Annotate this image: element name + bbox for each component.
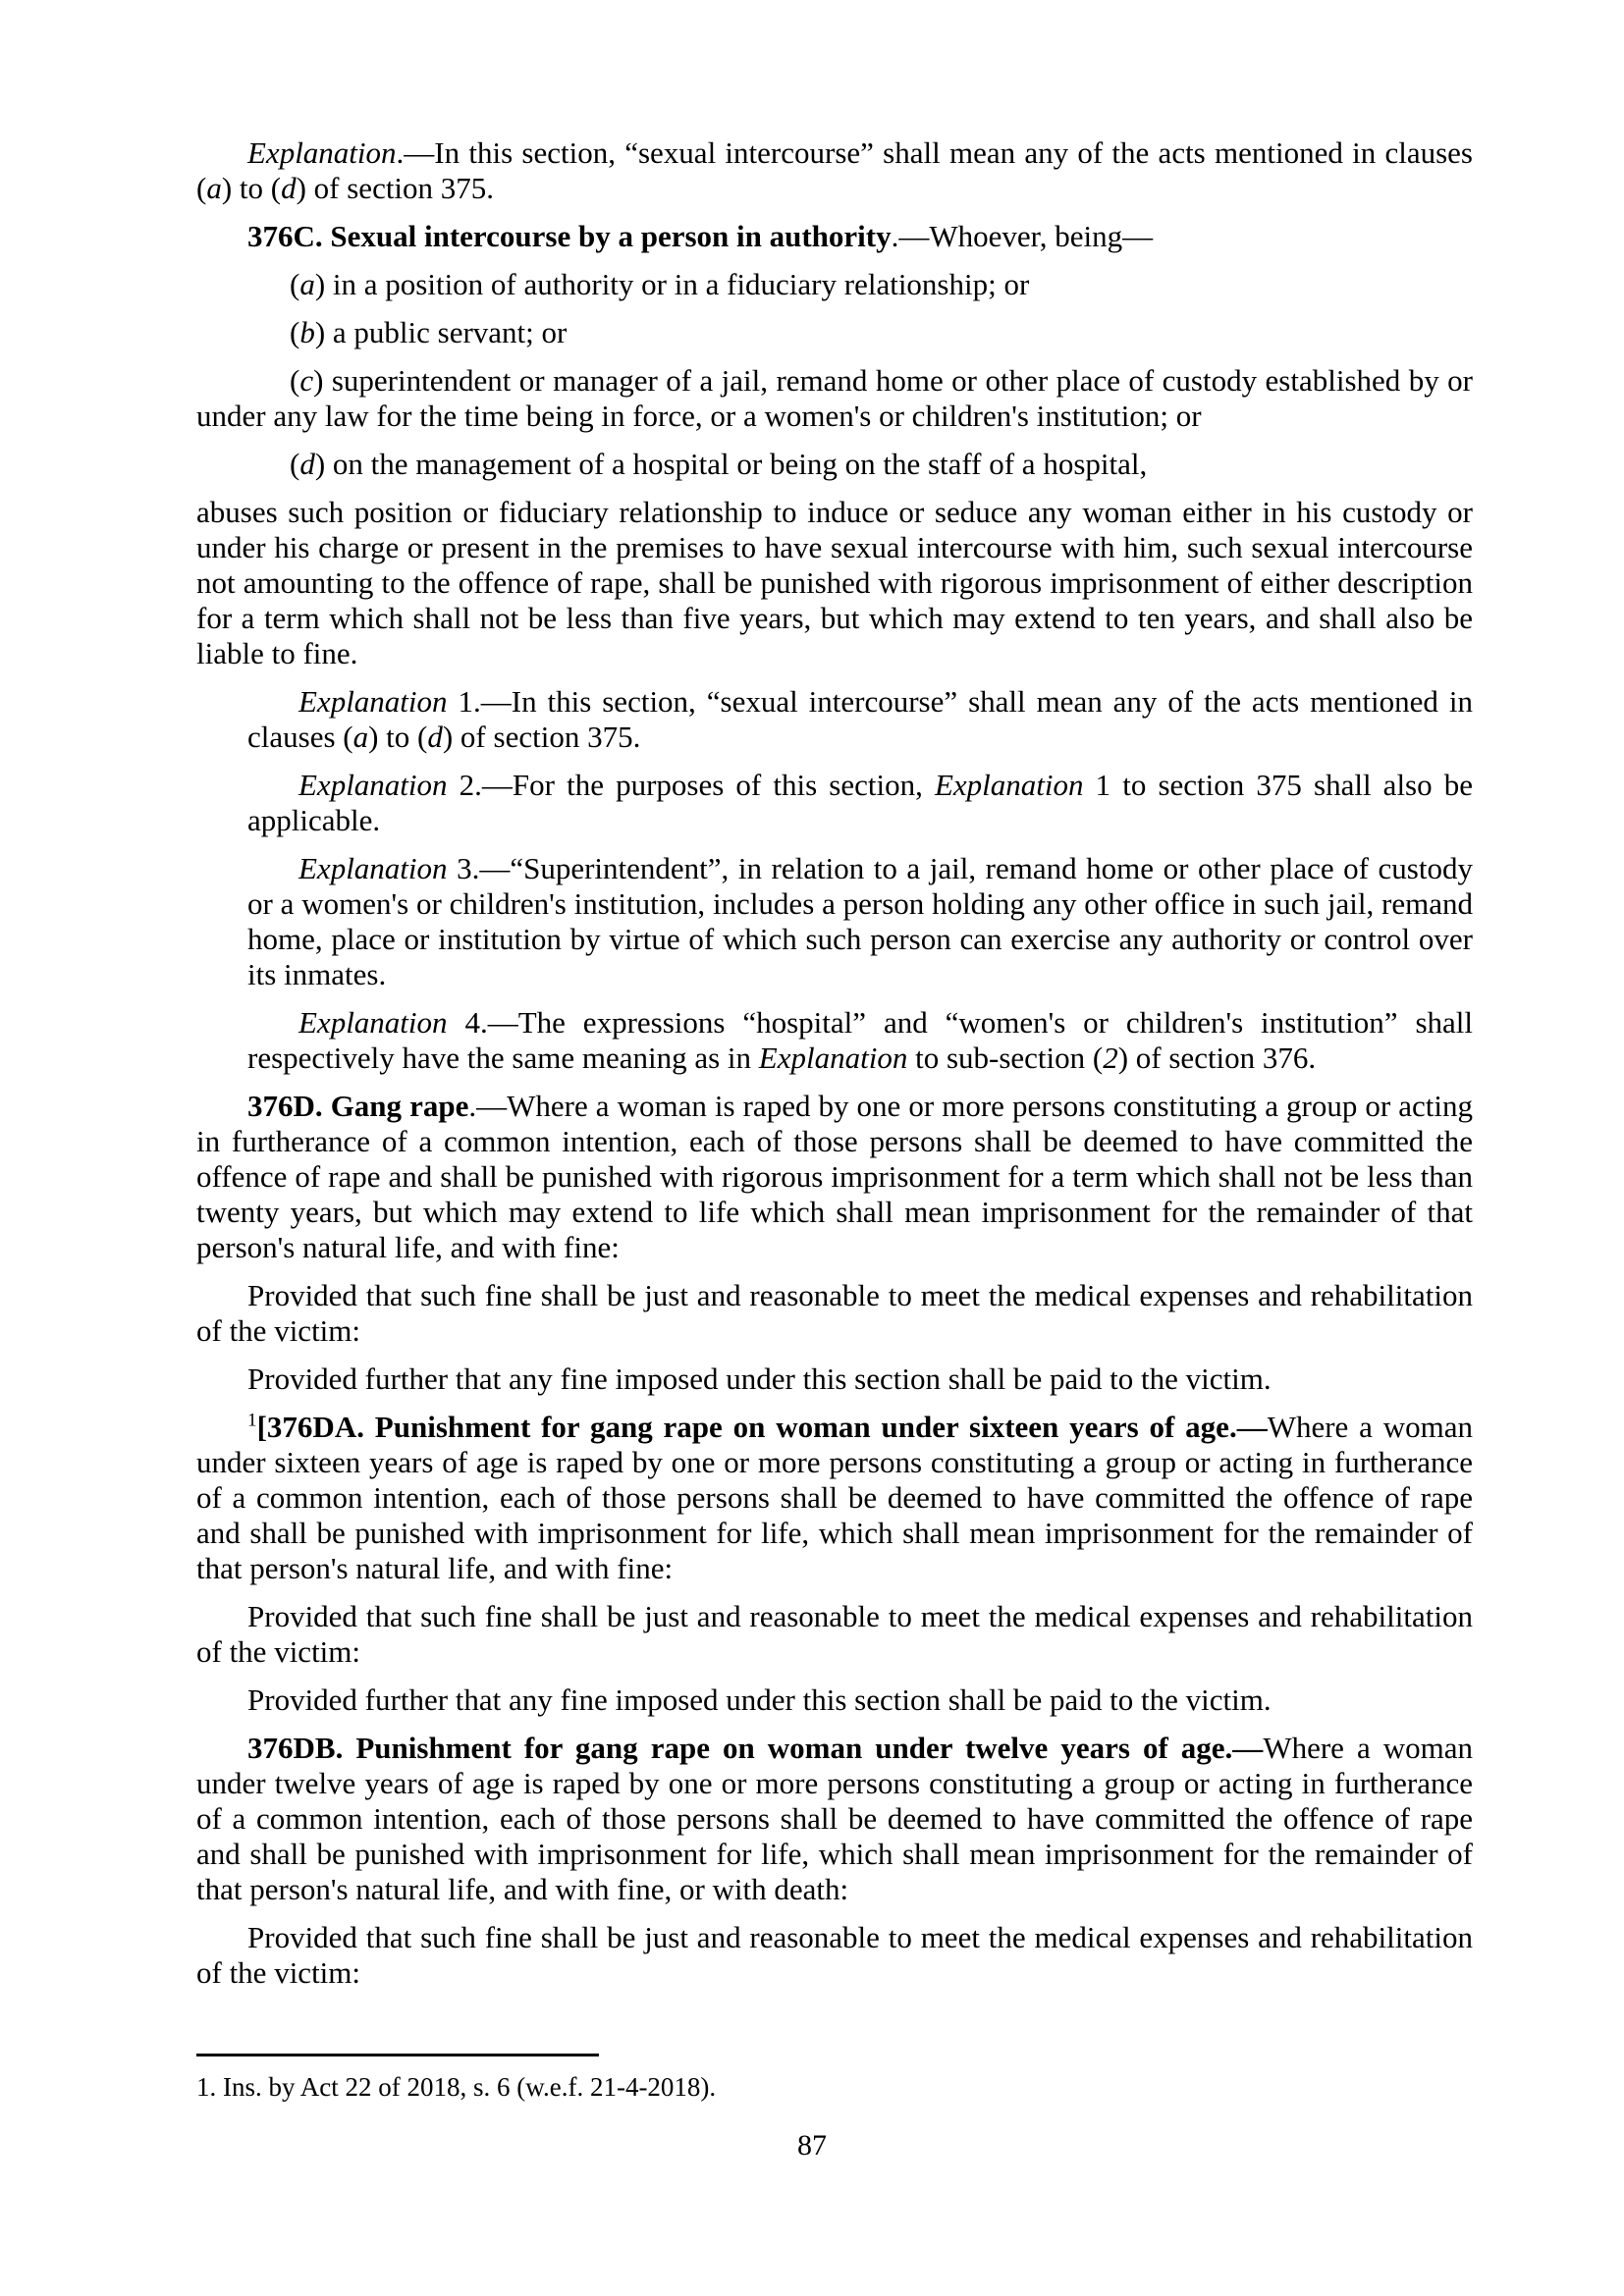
paragraph [247,1005,1473,1076]
text-run: Explanation [758,1041,908,1075]
text-run: d [427,720,443,754]
text-run: Provided that such fine shall be just and reasonable to meet the medical expenses and rehabilitation of the victim: [196,1599,1473,1669]
document-body [196,135,1473,2003]
text-run: ) of section 375. [296,171,495,205]
paragraph [196,1362,1473,1397]
text-run: 1.—In this section, “sexual intercourse” shall mean any of the acts mentioned in clauses ( [247,684,1473,754]
text-run: 2 [1103,1041,1118,1075]
text-run: Provided that such fine shall be just and reasonable to meet the medical expenses and rehabilitation of the victim: [196,1920,1473,1990]
text-run: .—Where a woman is raped by one or more persons constituting a group or acting in furtherance of a common intention, each of those persons shall be deemed to have committed the offence of rape and shall be punished with rigorous imprisonment for a term which shall not be less than twenty years, but which may extend to life which shall mean imprisonment for the remainder of that person's natural life, and with fine: [196,1089,1473,1264]
text-run: ) of section 376. [1117,1041,1317,1075]
text-run: ) to ( [221,171,282,205]
text-run: ) superintendent or manager of a jail, remand home or other place of custody established by or under any law for the time being in force, or a women's or children's institution; or [196,363,1473,433]
text-run: Where a woman under twelve years of age is raped by one or more persons constituting a group or acting in furtherance of a common intention, each of those persons shall be deemed to have committed the offence of rape and shall be punished with imprisonment for life, which shall mean imprisonment for the remainder of that person's natural life, and with fine, or with death: [196,1731,1473,1906]
text-run: 2.—For the purposes of this section, [447,768,935,802]
text-run: .—Whoever, being— [891,219,1154,253]
footnote-divider [196,2054,599,2056]
text-run: a [299,267,315,301]
paragraph [247,768,1473,838]
paragraph [196,267,1473,302]
text-run: to sub-section ( [907,1041,1104,1075]
paragraph [196,1920,1473,1991]
paragraph [196,1089,1473,1265]
paragraph [196,1410,1473,1586]
text-run: abuses such position or fiduciary relationship to induce or seduce any woman either in his custody or under his charge or present in the premises to have sexual intercourse with him, such sexual intercourse not amounting to the offence of rape, shall be punished with rigorous imprisonment of either description for a term which shall not be less than five years, but which may extend to ten years, and shall also be liable to fine. [196,495,1473,670]
footnote-text: 1. Ins. by Act 22 of 2018, s. 6 (w.e.f. 21-4-2018). [196,2072,717,2102]
text-run: c [299,363,314,398]
text-run: b [299,315,315,349]
text-run: ) a public servant; or [314,315,568,349]
paragraph [196,447,1473,482]
paragraph [196,1278,1473,1349]
text-run: Explanation [247,135,397,170]
text-run: 3.—“Superintendent”, in relation to a jail, remand home or other place of custody or a women's or children's institution, includes a person holding any other office in such jail, remand home, place or institution by virtue of which such person can exercise any authority or control over its inmates. [247,851,1473,991]
text-run: Explanation [298,684,448,719]
text-run: Explanation [298,768,448,802]
text-run: ) of section 375. [442,720,641,754]
text-run: ( [290,315,300,349]
text-run: 376C. Sexual intercourse by a person in authority [247,219,892,253]
text-run: Explanation [298,851,448,885]
text-run: .—In this section, “sexual intercourse” shall mean any of the acts mentioned in clauses ( [196,135,1473,205]
text-run: Explanation [298,1005,448,1040]
paragraph [196,1682,1473,1718]
text-run: 376D. Gang rape [247,1089,469,1123]
paragraph [196,495,1473,671]
text-run: ( [290,267,300,301]
text-run: d [281,171,297,205]
page-number: 87 [797,2129,827,2162]
text-run: 1 [247,1410,257,1431]
text-run: 376DB. Punishment for gang rape on woman under twelve years of age.— [247,1731,1264,1765]
paragraph [196,219,1473,254]
text-run: Provided further that any fine imposed under this section shall be paid to the victim. [247,1362,1272,1396]
paragraph [196,1599,1473,1670]
text-run: ( [290,363,300,398]
text-run: Provided that such fine shall be just and reasonable to meet the medical expenses and rehabilitation of the victim: [196,1278,1473,1348]
text-run: Provided further that any fine imposed under this section shall be paid to the victim. [247,1682,1272,1717]
text-run: d [299,447,315,481]
text-run: 1 to section 375 shall also be applicable. [247,768,1473,837]
text-run: a [352,720,369,754]
paragraph [196,135,1473,206]
text-run: a [206,171,222,205]
text-run: ) in a position of authority or in a fiduciary relationship; or [314,267,1030,301]
paragraph [247,684,1473,755]
text-run: ( [290,447,300,481]
text-run: 4.—The expressions “hospital” and “women's or children's institution” shall respectively have the same meaning as in [247,1005,1473,1075]
paragraph [196,315,1473,350]
paragraph [247,851,1473,992]
text-run: Explanation [934,768,1084,802]
text-run: ) to ( [368,720,428,754]
paragraph [196,1731,1473,1907]
text-run: [376DA. Punishment for gang rape on woman under sixteen years of age.— [256,1410,1268,1444]
text-run: Where a woman under sixteen years of age is raped by one or more persons constituting a group or acting in furtherance of a common intention, each of those persons shall be deemed to have committed the offence of rape and shall be punished with imprisonment for life, which shall mean imprisonment for the remainder of that person's natural life, and with fine: [196,1410,1473,1585]
text-run: ) on the management of a hospital or being on the staff of a hospital, [314,447,1148,481]
paragraph [196,363,1473,434]
